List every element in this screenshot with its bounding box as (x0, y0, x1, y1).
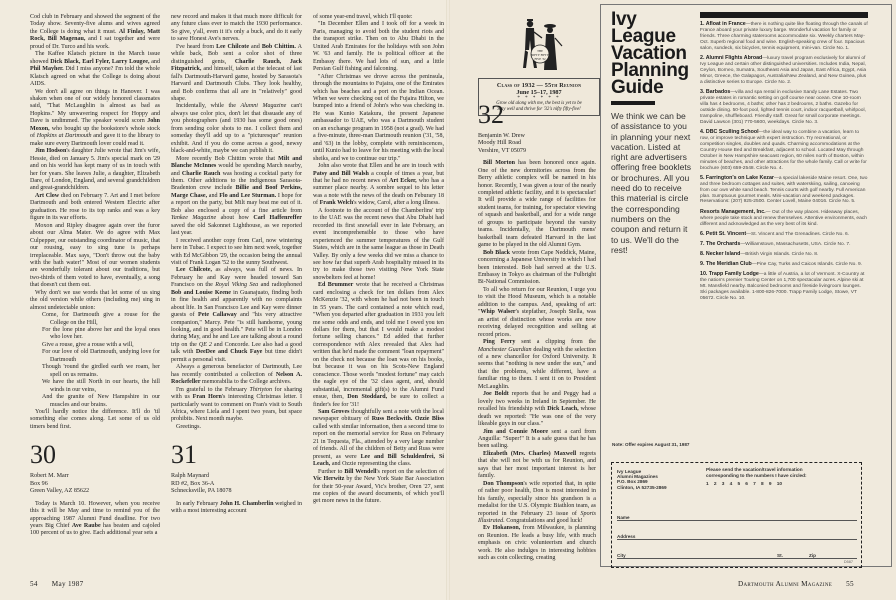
advertiser-item: 4. DBC Sculling School—the ideal way to combine a vacation, learn to row, or improve technique with expert instruction. Try recreational, or competition singles, doubles and quads. Charming accommodations at the Country House Bed and Breakfast, adjacent to school. Located May through October in New Hampshire seacoast region, 60 miles north of Boston, within minutes of beaches, and other attractions for the whole family. Call or write for brochure (603) 659-2548. Circle No. 4. (700, 128, 867, 171)
column-2: new record and makes it that much more difficult for any future class ever to match the 1930 performance. So give, y'all, even it it's only a buck, and do it early to save Honest Ave's nerves. I've heard from Lee Chilcote and Bob Chittim. A while back, Bob sent a color shot of three distinguished gents, Charlie Rauch, Jack Fitzpatrick, and himself, taken at the telecast of last fall's Dartmouth-Harvard game, hosted by Sarasota's Harvard and Dartmouth Clubs. They look healthy, and Bob confirms that all are in "relatively" good shape. Incidentally, while the Alumni Magazine can't always use color pics, don't let that dissuade any of you photographers (and 1930 has some good ones) from sending color shots to me. I collect them and someday they'll add up to a "picturesque" reunion exhibit. And if you do come across a good, newsy black-and-white, maybe we can publish it. More recently Bob Chittim wrote that Milt and Blanche McInnes would be spending March nearby, and Charlie Rauch was hosting a cocktail party for them. Other additions to the indigenous Sarasota-Bradenton crew include Billie and Boof Perkins, Marge Chase, and Flo and Lee Sturman. I hope for a report on the party, but Milt may beat me out of it. Bob also enclosed a copy of a fine article from Yankee Magazine about how Carl Haffenreffer saved the old Sakonnet Lighthouse, as we reported last year. I received another copy from Carl, now wintering here in Tubac. I expect to see him next week, together with Ed McGibbon '29, the occasion being the annual visit of Frank Logan '52 to the sunny Southwest. Lee Chilcote, as always, was full of news. In February he and Kay were headed toward San Francisco on the Royal Viking Sea and radiophoned Bob and Louise Keene in Guanajuato, finding both in fine health and apparently with no complaints about life. In San Francisco Lee and Kay were dinner guests of Pete Callaway and "his very attractive companion," Marcy. Pete "is still handsome, young looking, and in good health." Pete will be in London during May, and he and Lee are talking about a round trip on the QE 2 and Concorde. Lee also had a good talk with DeeDee and Chuck Faye but time didn't permit a personal visit. Always a generous benefactor of Dartmouth, Lee has recently contributed a collection of Nelson A. Rockefeller memorabilia to the College archives. I'm grateful to the February Thirtyton for sharing with us Fran Horn's interesting Christmas letter. I particularly want to comment on Fran's visit to South Africa, where Liela and I spent two years, but space prohibits. Next month maybe. Greetings. 31 Ralph Maynard RD #2, Box 36-A Schnecksville, PA 18078 In early February John H. Chamberlin weighed in with a most interesting account (171, 14, 303, 515)
column-3: of some year-end travel, which I'll quote: "In December Ellen and I took off for a week in Paris, managing to avoid both the student riots and the transport strike. Then on to Abu Dhabi in the United Arab Emirates for the holidays with son John W. '63 and family. He is political officer at the Embassy there. We had lots of sun, and a little Persian Gulf fishing and falconing. "After Christmas we drove across the peninsula, through the mountains to Fujaira, one of the Emirates which has beaches and a port on the Indian Ocean. When we were checking out of the Fujaira Hilton, we bumped into a friend of John's who was checking in. He was Kunio Katakura, the present Japanese ambassador to UAE, who was a Dartmouth student on an exchange program in 1958 (not a grad). We had a five-minute, three-man Dartmouth reunion ('31, '58, and '63) in the lobby, complete with reminiscences, until Kunio had to leave for his meeting with the local sheiks, and we to continue our trip." John also wrote that Ellen and he are in touch with Patsy and Bill Walsh a couple of times a year, but that he had no recent news of Art Ecker, who has a summer place nearby. A sombre sequel to his letter was a note with the news of the death on Feburary 18 of Frank Welch's widow, Carol, after a long illness. A footnote to the account of the Chamberlins' trip to the UAE was the recent news that Abu Dhabi had recorded its first snowfall ever in late February, an event incomprehensible to those who have experienced the summer temperatures of the Gulf States, which are in the same league as those in Death Valley. By only a few weeks did we miss a chance to see how far that superb Arab hospitality missed in its try to make those two visiting New York State snowbelters feel at home! Ed Brummer wrote that he received a Christmas card enclosing a check for ten dollars from Alex McKenzie '32, with whom he had not been in touch in 55 years. The card contained a note which read, "When you departed after graduation in 1931 you left me some odds and ends, and told me I owed you ten dollars for them, but that I would make a modest fortune selling chances." Ed added that further correspondence with Alex revealed that Alex had written that he'd made the comment "loan repayment" on the check not because the loan was on his books, but because it was on his Scots-New England conscience. Those words "modest fortune" may catch the eagle eye of the '32 class agent, and, should substantial, incremental gift(s) to the Alumni Fund ensue, then, Don Stoddard, be sure to collect a finder's fee for '31! Sam Groves thoughtfully sent a note with the local newspaper obituary of Russ Beckwith. Ozzie Bliss called with similar information, then a second time to report on the memorial service for Russ on February 21 in Tequesta, Fla., attended by a very large number of friends. All of the children of Betty and Russ were present, as were Lee and Bill Schuldenfrei, Si Leach, and Ozzie representing the class. Further to Bill Wendell's report on the selection of Vic Herwitz by the New York State Bar Association for their 50-year Award, Vic's brother, Oren '27, sent me copies of the award documents, of which you'll get more news in the future. (313, 14, 445, 505)
advertiser-item: Resorts Management, Inc.— Out of the way places. Hideaway places, where people take stock and renew themselves. Attentive environments, each different and acknowledged as the very best of its kind. (700, 208, 867, 227)
page-number: 54 (30, 580, 38, 588)
advertiser-item: 9. The Meridian Club—Pine Cay, Turks and Caicos Islands. Circle No. 9. (700, 261, 863, 268)
coupon-number[interactable]: 10 (776, 482, 783, 487)
coupon-code: D587 (843, 560, 853, 564)
column-4: 32 Benjamin W. Drew Moody Hill Road Vershire, VT 05079 Bill Morton has been honored once again. One of the new dormitories across from the Berry athletic complex will be named in his honor. Recently, I was given a tour of the nearly completed athletic facility, and it is spectacular! It will provide a wide range of facilities for student teams, for training, for spectator viewing of squash and basketball, and for a wide range of groups to participate beyond the varsity teams. Incidentally, the Dartmouth mens' basketball team defeated Harvard in the last game to be played in the old Alumni Gym. Bob Black wrote from Cape Neddick, Maine, concerning a Japanese University in which I had been interested. Bob had served at the U.S. Embassy in Tokyo as chairman of the Fulbright Bi-National Commission. To all who return for our Reunion, I urge you to visit the Hood Museum, which is a notable addition to the campus. And, speaking of art: "Whip Walser's stepfather, Joseph Stella, was an artist of distinction whose works are now receiving delayed recognition and selling at record prices. Ping Ferry sent a clipping from the Manchester Guardian dealing with the selection of a new chancellor for Oxford University. It seems that "nothing is new under the sun," and that the problems, while different, have a familiar ring to them. I sent it on to President McLaughlin. Joe Boldt reports that he and Peggy had a lovely two weeks in Ireland in September. He recalled his friendship with Dick Leach, whose death we reported: "He was one of the very likeable guys in our class." Jim and Connie Moore sent a card from Anguilla: "Super!" It is a safe guess that he has been sailing. Elizabeth (Mrs. Charles) Maxwell regrets that she will not be with us for Reunion, and says that her most important interest is her family. Don Thompson's wife reported that, in spite of rather poor health, Don is most interested in his family, especially since his grandson is a medalist for the U.S. Olympic Biathlon team, as reported in the February 23 issue of Sports Illustrated. Congratulations and good luck! Ev Hokanson, from Milwaukee, is planning on Reunion. He leads a busy life, with much emphasis on civic volunteerism and church work. He also indulges in interesting hobbies such as coin collecting, creating (478, 100, 597, 562)
page-number: 55 (846, 580, 854, 588)
reply-coupon[interactable] (611, 462, 862, 568)
ivy-league-vacation-ad (600, 4, 892, 567)
left-folio (30, 580, 98, 588)
svg-text:THE: THE (537, 49, 543, 53)
title-underline-bar (611, 101, 655, 105)
listing-top-bar (700, 12, 868, 18)
advertiser-item: 7. The Orchards—Williamstown, Massachusetts, USA. Circle No. 7. (700, 240, 851, 247)
coupon-mailing-address: Ivy League Alumni Magazines P.O. Box 2869 Clinton, IA 52735-2869 (617, 469, 667, 490)
name-field[interactable]: Name (617, 514, 857, 521)
coupon-number[interactable]: 2 (713, 482, 717, 487)
city-state-zip-field[interactable]: City St. Zip (617, 552, 857, 559)
reunion-info-box: Class of 1932 — 55th Reunion June 15–17, 1987 * * * * * * Grow old along with me, the best is yet to be Stay well and thrive for '32's nifty fifty-five! (478, 78, 600, 116)
state-label: St. (777, 553, 783, 558)
advertiser-item: 2. Alumni Flights Abroad—luxury travel program exclusively for alumni of Ivy League and certain other distinguished universities. Includes India, Nepal, Ceylon, Borneo, Sumatra, Southeast Asia and Japan, East Africa, Egypt, Asia Minor, Greece, the Galapagos, Australia/New Zealand, and New Guinea, plus a distinctive series to Europe. Circle No. 2. (700, 54, 867, 85)
svg-text:NIFTY FIFTY: NIFTY FIFTY (531, 53, 549, 57)
svg-text:FIVE '32: FIVE '32 (534, 57, 546, 61)
advertiser-item: 1. Afloat in France—there is nothing quite like floating through the canals of France aboard your private luxury barge. Wonderful vacation for family or friends. Three charming staterooms accommodate six. Weekly charters May-Oct. Superb regional food and wine. English-speaking crew of four. Spacious salon, sundeck, six bicycles, tennis equipment, mini-van. Circle No. 1. (700, 21, 868, 51)
issue-date: May 1987 (51, 580, 84, 588)
alma-mater-verse: Come, for Dartmouth give a rouse for the College on the Hill, For the lone pine above her and the loyal ones who love her. Give a rouse, give a rouse with a will, For our love of old Dartmouth, undying love for Dartmouth Though 'round the girdled earth we roam, her spell on us remains. We have the still North in our hearts, the hill winds in our veins, And the granite of New Hampshire in our muscles and our brains. (42, 312, 160, 408)
magazine-name: Dartmouth Alumni Magazine (738, 580, 833, 588)
class-secretary-address: Robert M. Marr Box 96 Green Valley, AZ 85622 (30, 473, 90, 495)
advertiser-item: 8. Necker Island—British Virgin Islands. Circle No. 8. (700, 250, 819, 257)
address-field[interactable]: Address (617, 533, 857, 540)
coupon-number[interactable]: 8 (761, 482, 764, 487)
advertiser-item: 3. Barbados—villa and spa rental in exclusive Sandy Lane Estates. Two private estates in romantic setting on golf course near ocean. One 10-room villa has 4 bedrooms, 4 baths; other has 2 bedrooms, 2 baths. Gazebo for outside dining. 50-foot pool, lighted tennis court, indoor racquetball, whirlpool, trampoline, shuffleboard. Friendly staff. Great for small corporate meetings. David Lawson (301) 770-5600, weekdays. Circle No. 3. (700, 88, 866, 125)
zip-label: Zip (809, 553, 816, 558)
coupon-number[interactable]: 3 (721, 482, 725, 487)
page-gutter (446, 0, 450, 600)
advertiser-item: 6. Petit St. Vincent—St. Vincent and The Grenadines. Circle No. 6. (700, 230, 850, 237)
class-heading-32: 32 (478, 100, 504, 129)
class-secretary-address: Ralph Maynard RD #2, Box 36-A Schnecksville, PA 18078 (171, 473, 232, 495)
coupon-number[interactable]: 6 (745, 482, 748, 487)
advertiser-list (700, 22, 868, 306)
ad-title: Ivy League Vacation Planning Guide (611, 9, 689, 98)
offer-expiry-note: Note: Offer expires August 31, 1987 (612, 442, 690, 447)
column-1: Cod club in February and showed the segment of the Today show. Seventy-five alums and wives agreed the College is doing what it must. Al Finlay, Matt Rock, Bill Magenau, and I sat together and were proud of Dr. Turco and his work. The Kaffee Klatsch picture in the March issue showed Dick Black, Earl Fyler, Larry Lougee, and Phil Mayher. Did I miss anyone? I'm told the whole Klatsch agreed on what the College is doing about AIDS. We don't all agree on things in Hanover. I was shaken when one of our widely honored classmates said, "That McLaughlin is almost as bad as Hopkins." My unwavering respect for Hoppy and Dave is undimmed. The speaker would scorn John Moxon, who bought up the bookstore's whole stock of Hopkins at Dartmouth and gave it to the library to make sure every Dartmouth lover could read it. Jim Hodson's daughter Julie wrote that Jim's wife, Hessie, died on January 5. Jim's special mark on '29 and on his world has kept many of us in touch with her for years. She leaves Julie, a daughter, Elizabeth Dare, of London, England, and several grandchildren and great-grandchildren. Art Clow died on February 7. Art and I met before Dartmouth and both entered Western Electric after graduation. He rose to its top ranks and was a key figure in its war efforts. Moxon and Ripley disagree again over the furor about our Alma Mater. We do agree with Max Culpepper, our outstanding coordinator of music, that our rousing, easy to sing tune is perhaps irreplaceable. Max says, "Don't throw out the baby with the bath water!" Most of our women students are wonderfully tolerant about our traditions, but two-thirds of them voted to have, eventually, a song that doesn't cut them out. Why don't we use words that let some of us sing the old version while others (including me) sing in almost undetectable union: Come, for Dartmouth give a rouse for the College on the Hill, For the lone pine above her and the loyal ones who love her. Give a rouse, give a rouse with a will, For our love of old Dartmouth, undying love for Dartmouth Though 'round the girdled earth we roam, her spell on us remains. We have the still North in our hearts, the hill winds in our veins, And the granite of New Hampshire in our muscles and our brains. You'll hardly notice the difference. It'll do 'til something else comes along. Let some of us old timers bend first. 30 Robert M. Marr Box 96 Green Valley, AZ 85622 Today is March 10. However, when you receive this it will be May and time to remind you of the approaching 1987 Alumni Fund deadline. For two years Big Chief Ave Raube has beaten and cajoled 100 percent of us to give. Each additional year sets a (30, 14, 161, 537)
coupon-instructions: Please send the vacation/travel information corresponding to the numbers I have circled: (706, 467, 807, 478)
coupon-number[interactable]: 1 (706, 482, 709, 487)
ad-intro-text: We think we can be of assistance to you in planning your next vacation. Listed at right are advertisers offering free booklets or brochures. All you need do to receive this material is circle the corresponding numbers on the coupon and return it to us. We'll do the rest! (611, 111, 692, 255)
coupon-number[interactable]: 9 (768, 482, 772, 487)
advertiser-item: 5. Farrington's on Lake Kezar—a special lakeside Maine resort. One, two and three bedroom cottages and suites, with waterskiing, sailing, canoeing from our own white sand beach. Tennis courts with golf nearby. Full American plan. Sumptuous gourmet meals. Mini-vacation and weekend packages. Reservations: (207) 925-2500. Center Lovell, Maine 04016. Circle No. 5. (700, 174, 868, 205)
class-heading-30: 30 (30, 440, 56, 470)
class-secretary-address: Benjamin W. Drew Moody Hill Road Vershire, VT 05079 (478, 133, 527, 154)
coupon-number[interactable]: 4 (729, 482, 733, 487)
right-folio (738, 580, 854, 588)
advertiser-item: 10. Trapp Family Lodge—a little of Austria, a lot of Vermont. X-Country at the nation's premier Touring Center on 1,700 spectacular acres. Alpine ski at Mt. Mansfield nearby. Balconied bedrooms and fireside livingroom lounges. Ski packages available. 1-800-826-7000. Trapp Family Lodge, Stowe, VT 05672. Circle No. 10. (700, 271, 865, 302)
coupon-number[interactable]: 7 (753, 482, 756, 487)
coupon-number[interactable]: 5 (737, 482, 741, 487)
reunion-couple-illustration (478, 16, 600, 76)
coupon-number-options (706, 482, 782, 487)
class-heading-31: 31 (171, 440, 197, 470)
